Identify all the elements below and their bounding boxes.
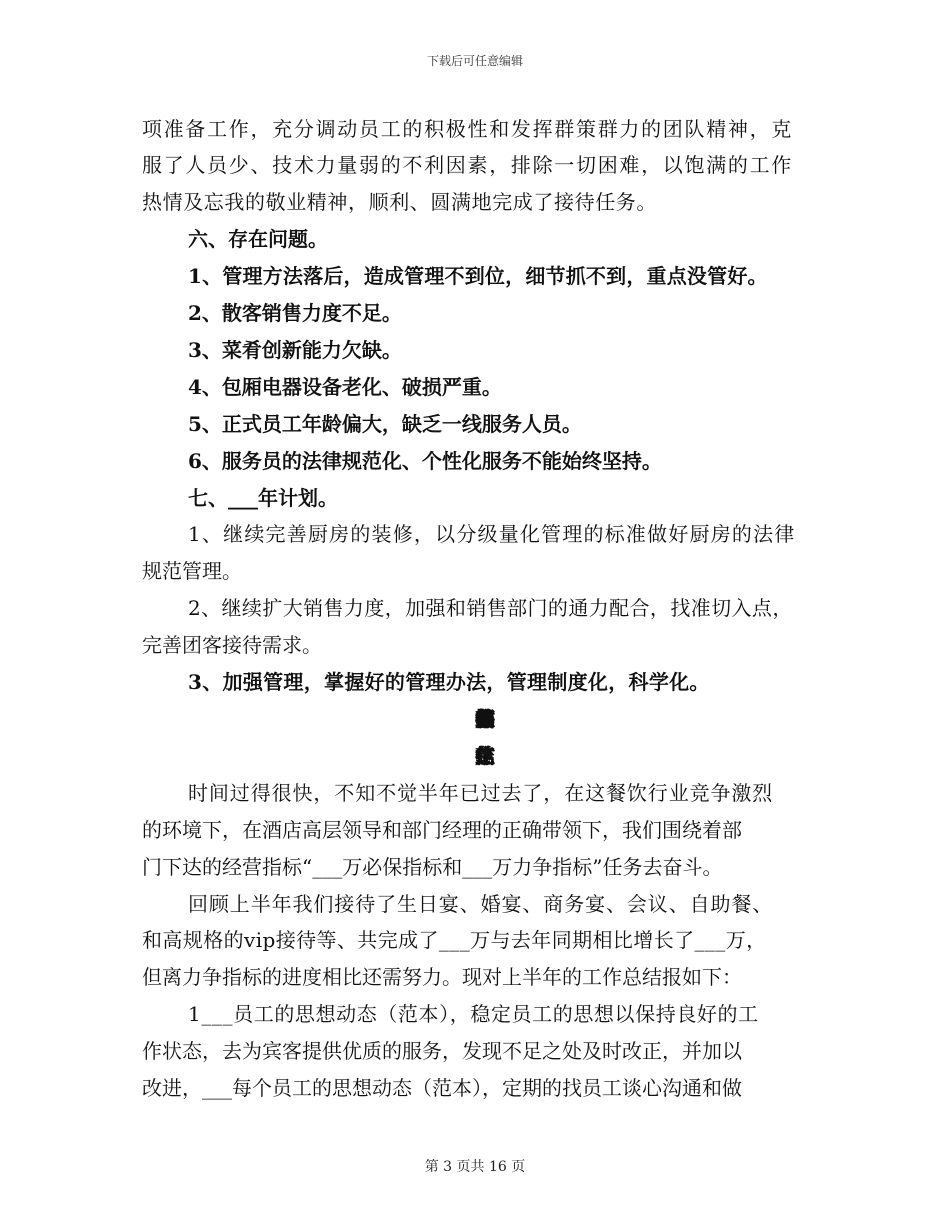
article-title	[0, 707, 950, 731]
issue-item: 1、管理方法落后，造成管理不到位，细节抓不到，重点没管好。	[188, 264, 768, 288]
plan-item-cont: 规范管理。	[142, 559, 242, 583]
body-line: 1___员工的思想动态（范本），稳定员工的思想以保持良好的工	[188, 1002, 759, 1026]
body-line: 时间过得很快，不知不觉半年已过去了，在这餐饮行业竞争激烈	[188, 781, 774, 805]
section-heading: 七、___年计划。	[188, 486, 338, 510]
body-line: 和高规格的vip接待等、共完成了___万与去年同期相比增长了___万，	[142, 928, 767, 952]
body-line: 热情及忘我的敬业精神，顺利、圆满地完成了接待任务。	[142, 190, 657, 214]
body-line: 服了人员少、技术力量弱的不利因素，排除一切困难，以饱满的工作	[142, 153, 793, 177]
article-subtitle	[0, 744, 950, 768]
page-footer: 第 3 页共 16 页	[424, 1159, 526, 1175]
plan-item: 3、加强管理，掌握好的管理办法，管理制度化，科学化。	[188, 670, 710, 694]
issue-item: 5、正式员工年龄偏大，缺乏一线服务人员。	[188, 412, 582, 436]
section-heading: 六、存在问题。	[188, 227, 328, 251]
page-header: 下载后可任意编辑	[426, 54, 523, 68]
issue-item: 3、菜肴创新能力欠缺。	[188, 338, 402, 362]
body-line: 回顾上半年我们接待了生日宴、婚宴、商务宴、会议、自助餐、	[188, 892, 774, 916]
plan-item-cont: 完善团客接待需求。	[142, 633, 322, 657]
body-line: 门下达的经营指标“___万必保指标和___万力争指标”任务去奋斗。	[142, 855, 723, 879]
plan-item: 1、继续完善厨房的装修，以分级量化管理的标准做好厨房的法律	[188, 522, 796, 546]
body-line: 作状态，去为宾客提供优质的服务，发现不足之处及时改正，并加以	[142, 1039, 742, 1063]
issue-item: 2、散客销售力度不足。	[188, 301, 402, 325]
body-line: 但离力争指标的进度相比还需努力。现对上半年的工作总结报如下：	[142, 965, 742, 989]
body-line: 项准备工作，充分调动员工的积极性和发挥群策群力的团队精神，克	[142, 117, 793, 141]
body-line: 的环境下，在酒店高层领导和部门经理的正确带领下，我们围绕着部	[142, 818, 742, 842]
issue-item: 6、服务员的法律规范化、个性化服务不能始终坚持。	[188, 449, 662, 473]
plan-item: 2、继续扩大销售力度，加强和销售部门的通力配合，找准切入点，	[188, 596, 793, 620]
issue-item: 4、包厢电器设备老化、破损严重。	[188, 375, 502, 399]
body-line: 改进，___每个员工的思想动态（范本），定期的找员工谈心沟通和做	[142, 1076, 742, 1100]
